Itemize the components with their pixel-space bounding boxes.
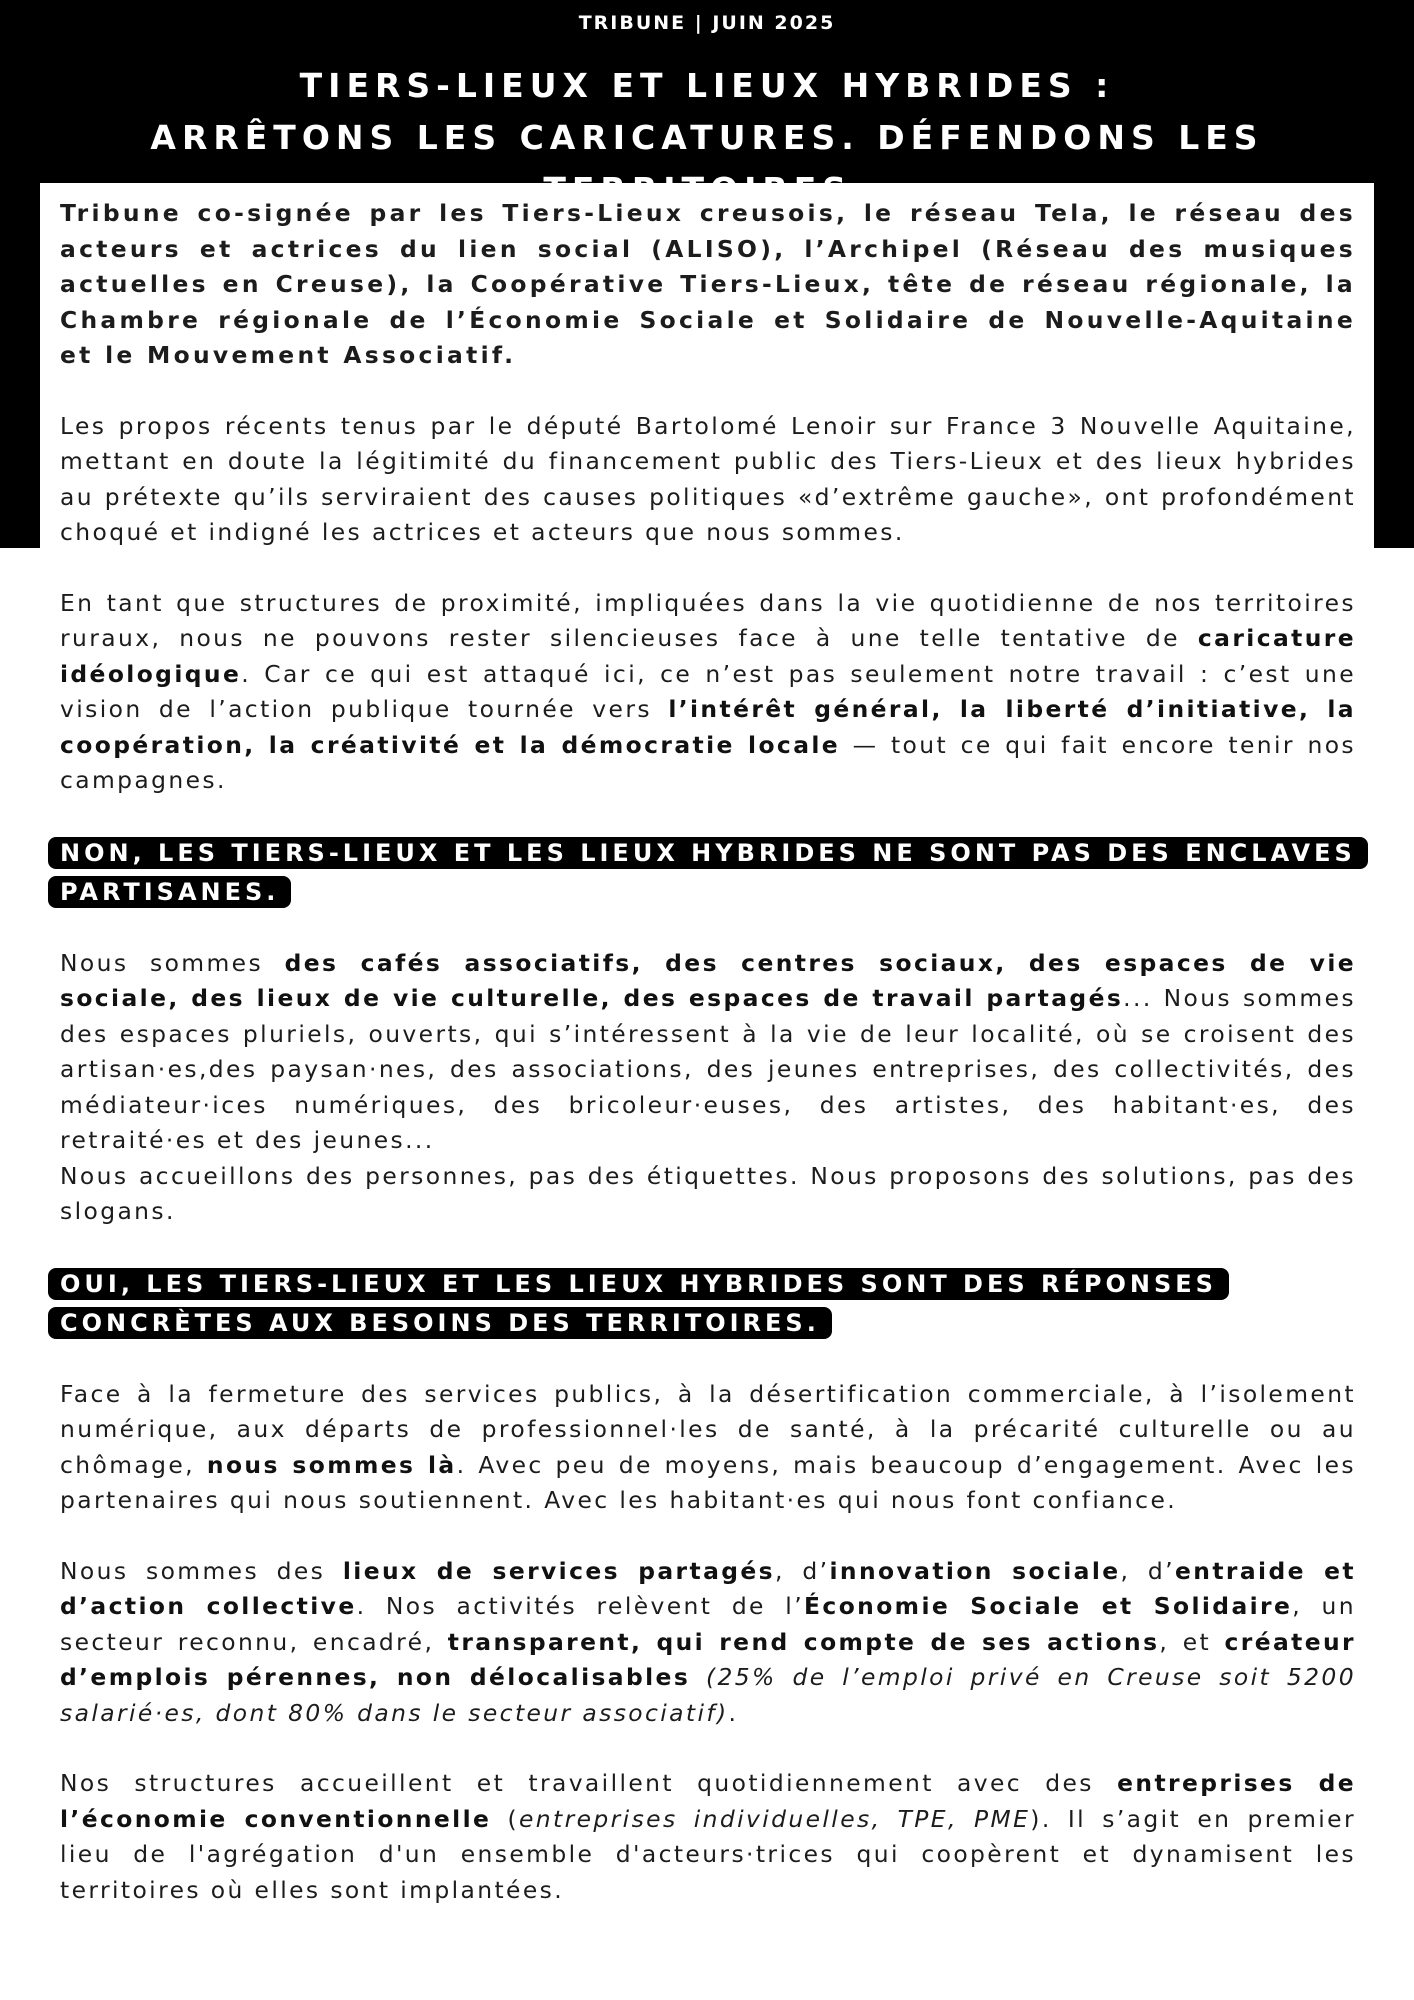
- title-line-2: ARRÊTONS LES CARICATURES. DÉFENDONS LES: [150, 118, 1264, 157]
- article-body: [60, 196, 1356, 1943]
- kicker: TRIBUNE | JUIN 2025: [578, 12, 836, 34]
- paragraph-1: Les propos récents tenus par le député Bartolomé Lenoir sur France 3 Nouvelle Aquitaine, mettant en doute la légitimité du financement public des Tiers-Lieux et des lieux hybrides au prétexte qu’ils serviraient des causes politiques «d’extrême gauche», ont profondément choqué et indigné les actrices et acteurs que nous sommes.: [60, 411, 1356, 546]
- paragraph-4: Face à la fermeture des services publics, à la désertification commerciale, à l’isolement numérique, aux départs de professionnel·les de santé, à la précarité culturelle ou au chômage, nous sommes là. Avec peu de moyens, mais beaucoup d’engagement. Avec les partenaires qui nous soutiennent. Avec les habitant·es qui nous font confiance.: [60, 1379, 1356, 1514]
- paragraph-2: En tant que structures de proximité, impliquées dans la vie quotidienne de nos territoires ruraux, nous ne pouvons rester silencieuses face à une telle tentative de caricature idéologique. Car ce qui est attaqué ici, ce n’est pas seulement notre travail : c’est une vision de l’action publique tournée vers l’intérêt général, la liberté d’initiative, la coopération, la créativité et la démocratie locale — tout ce qui fait encore tenir nos campagnes.: [60, 588, 1356, 794]
- paragraph-5: Nous sommes des lieux de services partagés, d’innovation sociale, d’entraide et d’action collective. Nos activités relèvent de l’Économie Sociale et Solidaire, un secteur reconnu, encadré, transparent, qui rend compte de ses actions, et créateur d’emplois pérennes, non délocalisables (25% de l’emploi privé en Creuse soit 5200 salarié·es, dont 80% dans le secteur associatif).: [60, 1556, 1356, 1727]
- section-heading-1: NON, LES TIERS-LIEUX ET LES LIEUX HYBRIDES NE SONT PAS DES ENCLAVES PARTISANES.: [48, 834, 1356, 912]
- section-heading-2: OUI, LES TIERS-LIEUX ET LES LIEUX HYBRIDES SONT DES RÉPONSES CONCRÈTES AUX BESOINS DES TERRITOIRES.: [48, 1265, 1356, 1343]
- paragraph-3: Nous sommes des cafés associatifs, des centres sociaux, des espaces de vie sociale, des lieux de vie culturelle, des espaces de travail partagés... Nous sommes des espaces pluriels, ouverts, qui s’intéressent à la vie de leur localité, où se croisent des artisan·es,des paysan·nes, des associations, des jeunes entreprises, des collectivités, des médiateur·ices numériques, des bricoleur·euses, des artistes, des habitant·es, des retraité·es et des jeunes... Nous accueillons des personnes, pas des étiquettes. Nous proposons des solutions, pas des slogans.: [60, 948, 1356, 1225]
- paragraph-6: Nos structures accueillent et travaillent quotidiennement avec des entreprises de l’économie conventionnelle (entreprises individuelles, TPE, PME). Il s’agit en premier lieu de l'agrégation d'un ensemble d'acteurs·trices qui coopèrent et dynamisent les territoires où elles sont implantées.: [60, 1769, 1356, 1904]
- intro-paragraph: Tribune co-signée par les Tiers-Lieux creusois, le réseau Tela, le réseau des acteurs et actrices du lien social (ALISO), l’Archipel (Réseau des musiques actuelles en Creuse), la Coopérative Tiers-Lieux, tête de réseau régionale, la Chambre régionale de l’Économie Sociale et Solidaire de Nouvelle-Aquitaine et le Mouvement Associatif.: [60, 199, 1356, 369]
- title-line-1: TIERS-LIEUX ET LIEUX HYBRIDES :: [299, 66, 1115, 105]
